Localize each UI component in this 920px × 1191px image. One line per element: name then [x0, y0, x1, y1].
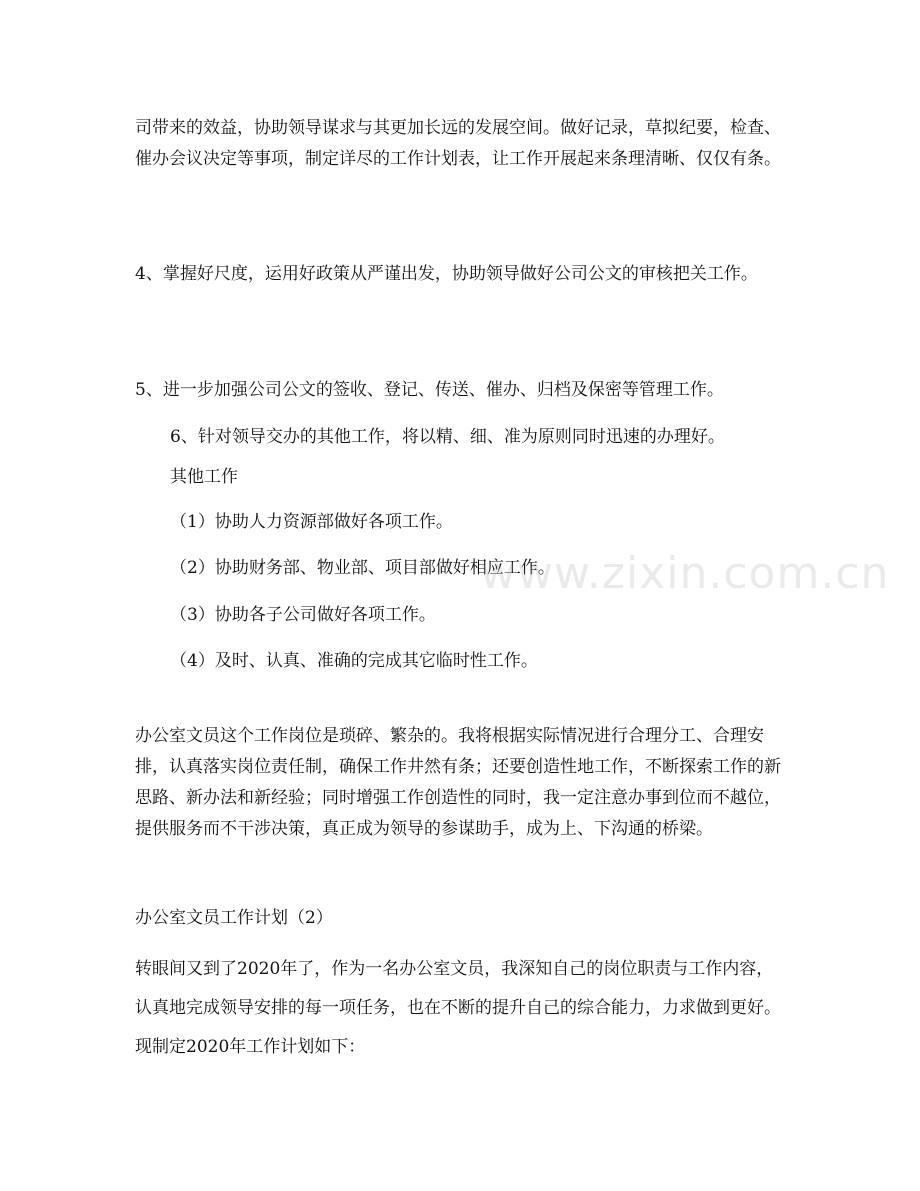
intro-paragraph-2: 转眼间又到了2020年了，作为一名办公室文员，我深知自己的岗位职责与工作内容，认真地完成领导安排的每一项任务，也在不断的提升自己的综合能力，力求做到更好。现制定2020年工作计划如下： — [135, 959, 781, 1057]
list-item-6: 6、针对领导交办的其他工作，将以精、细、准为原则同时迅速的办理好。 — [170, 427, 725, 447]
list-item-5: 5、进一步加强公司公文的签收、登记、传送、催办、归档及保密等管理工作。 — [135, 380, 724, 400]
list-item-4: 4、掌握好尺度，运用好政策从严谨出发，协助领导做好公司公文的审核把关工作。 — [135, 264, 758, 284]
sub-item-4: （4）及时、认真、准确的完成其它临时性工作。 — [170, 651, 538, 671]
summary-paragraph: 办公室文员这个工作岗位是琐碎、繁杂的。我将根据实际情况进行合理分工、合理安排，认真落实岗位责任制，确保工作井然有条；还要创造性地工作，不断探索工作的新思路、新办法和新经验；同时增强工作创造性的同时，我一定注意办事到位而不越位，提供服务而不干涉决策，真正成为领导的参谋助手，成为上、下沟通的桥梁。 — [135, 726, 781, 839]
watermark: www.zixin.com.cn — [480, 548, 890, 599]
sub-item-2: （2）协助财务部、物业部、项目部做好相应工作。 — [170, 558, 555, 578]
sub-item-3: （3）协助各子公司做好各项工作。 — [170, 605, 436, 625]
section-heading-2: 办公室文员工作计划（2） — [135, 908, 333, 928]
other-work-heading: 其他工作 — [170, 467, 238, 487]
intro-paragraph: 司带来的效益，协助领导谋求与其更加长远的发展空间。做好记录，草拟纪要，检查、催办会议决定等事项，制定详尽的工作计划表，让工作开展起来条理清晰、仅仅有条。 — [135, 118, 781, 169]
sub-item-1: （1）协助人力资源部做好各项工作。 — [170, 512, 453, 532]
